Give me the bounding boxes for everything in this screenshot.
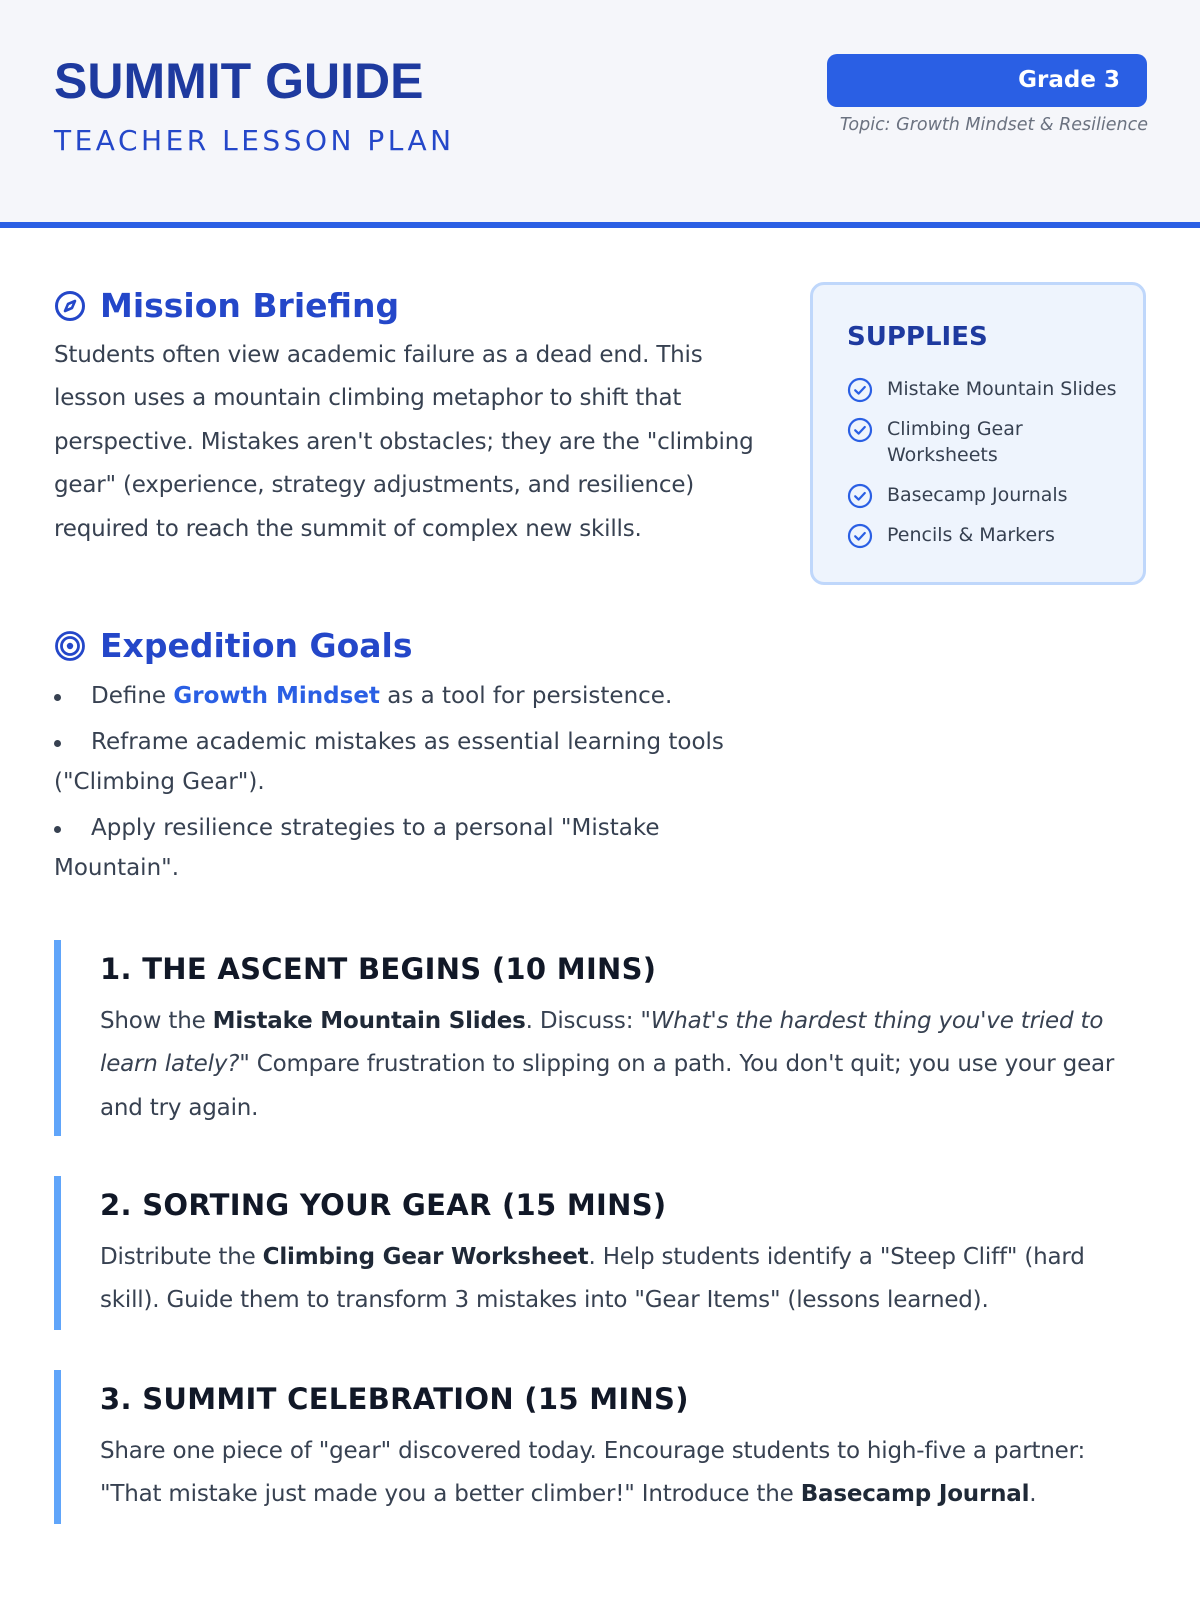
supplies-title: SUPPLIES [847,322,988,352]
discussion-prompt: "What's the hardest thing you've tried to learn lately?" [100,1008,1104,1078]
compass-icon [54,290,86,322]
supply-item [847,416,1137,468]
supply-item [847,376,1137,403]
expedition-goals-heading [54,626,413,665]
supply-item-label: Climbing Gear Worksheets [887,418,1023,466]
step-title: 1. THE ASCENT BEGINS (10 MINS) [100,952,657,986]
supply-item-label: Pencils & Markers [887,524,1055,546]
grade-badge: Grade 3 [827,54,1147,107]
goal-text: as a tool for persistence. [379,683,673,709]
step-body: Share one piece of "gear" discovered today. Encourage students to high-five a partner: "That mistake just made you a better climber!" Introduce the Basecamp Journal. [100,1438,1086,1508]
step-title: 2. SORTING YOUR GEAR (15 MINS) [100,1188,667,1222]
check-circle-icon [847,417,873,443]
supply-item [847,482,1137,509]
material-name: Mistake Mountain Slides [212,1008,526,1034]
material-name: Climbing Gear Worksheet [262,1244,589,1270]
goal-text: Define [91,683,174,709]
check-circle-icon [847,523,873,549]
topic-label: Topic: Growth Mindset & Resilience [839,115,1148,135]
supplies-card [810,282,1146,585]
check-circle-icon [847,377,873,403]
goal-item [54,676,774,716]
target-icon [54,630,86,662]
lesson-step [54,1176,1150,1330]
step-title: 3. SUMMIT CELEBRATION (15 MINS) [100,1382,689,1416]
page-subtitle: TEACHER LESSON PLAN [54,124,455,157]
check-circle-icon [847,483,873,509]
expedition-goals-label: Expedition Goals [100,626,413,665]
mission-briefing-text: Students often view academic failure as a dead end. This lesson uses a mountain climbing metaphor to shift that perspective. Mistakes aren't obstacles; they are the "climbing gear" (experience, strategy adjustments, and resilience) required to reach the summit of complex new skills. [54,342,754,542]
supply-item-label: Basecamp Journals [887,484,1068,506]
step-body: Distribute the Climbing Gear Worksheet. Help students identify a "Steep Cliff" (hard skill). Guide them to transform 3 mistakes into "Gear Items" (lessons learned). [100,1244,1085,1314]
page-header [0,0,1200,228]
goal-highlight: Growth Mindset [173,683,380,709]
page-title: SUMMIT GUIDE [54,53,424,109]
supply-item-label: Mistake Mountain Slides [887,378,1117,400]
material-name: Basecamp Journal [800,1481,1030,1508]
goals-list [54,676,774,894]
goal-text: Reframe academic mistakes as essential learning tools ("Climbing Gear"). [54,729,724,795]
lesson-step [54,1370,1150,1524]
mission-briefing-label: Mission Briefing [100,286,400,325]
goal-text: Apply resilience strategies to a personal "Mistake Mountain". [54,815,660,881]
goal-item [54,808,774,888]
step-body: Show the Mistake Mountain Slides. Discuss: "What's the hardest thing you've tried to learn lately?" Compare frustration to slipping on a path. You don't quit; you use your gear and try again. [100,1008,1115,1121]
goal-item [54,722,774,802]
lesson-step [54,940,1150,1136]
supply-item [847,522,1137,549]
mission-briefing-heading [54,286,399,325]
